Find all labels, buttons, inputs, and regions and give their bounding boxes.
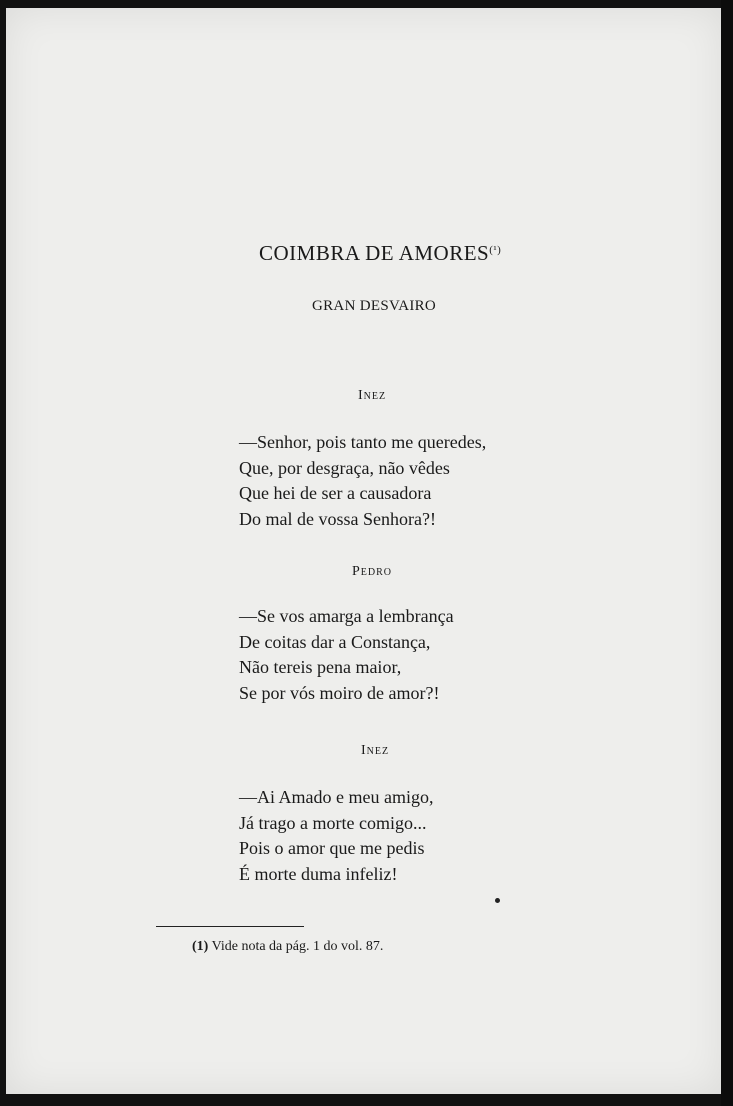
ink-speck — [495, 898, 500, 903]
verse-line: Que, por desgraça, não vêdes — [239, 457, 450, 478]
footnote — [192, 939, 383, 955]
scan-border — [721, 0, 733, 1106]
book-page — [6, 8, 722, 1094]
verse-line: —Se vos amarga a lembrança — [239, 606, 454, 626]
footnote-mark: (1) — [192, 939, 209, 954]
verse-line: De coitas dar a Constança, — [239, 631, 431, 652]
stanza — [239, 604, 454, 706]
poem-subtitle: GRAN DESVAIRO — [312, 298, 437, 314]
verse-line: É morte duma infeliz! — [239, 863, 398, 884]
footnote-divider — [156, 926, 304, 927]
poem-title — [259, 241, 501, 266]
verse-line: —Senhor, pois tanto me queredes, — [239, 432, 487, 452]
footnote-reference: (¹) — [489, 244, 502, 256]
verse-line: —Ai Amado e meu amigo, — [239, 787, 434, 807]
stanza — [239, 430, 486, 532]
verse-line: Pois o amor que me pedis — [239, 838, 425, 858]
verse-line: Se por vós moiro de amor?! — [239, 682, 440, 703]
speaker-name: Inez — [361, 743, 390, 758]
verse-line: Não tereis pena maior, — [239, 657, 402, 677]
stanza — [239, 785, 433, 887]
verse-line: Do mal de vossa Senhora?! — [239, 508, 436, 529]
footnote-text: Vide nota da pág. 1 do vol. 87. — [211, 939, 384, 954]
poem-title-text: COIMBRA DE AMORES — [259, 241, 490, 265]
speaker-name: Pedro — [352, 564, 393, 579]
speaker-name: Inez — [358, 388, 387, 403]
verse-line: Já trago a morte comigo... — [239, 812, 427, 833]
verse-line: Que hei de ser a causadora — [239, 483, 432, 503]
